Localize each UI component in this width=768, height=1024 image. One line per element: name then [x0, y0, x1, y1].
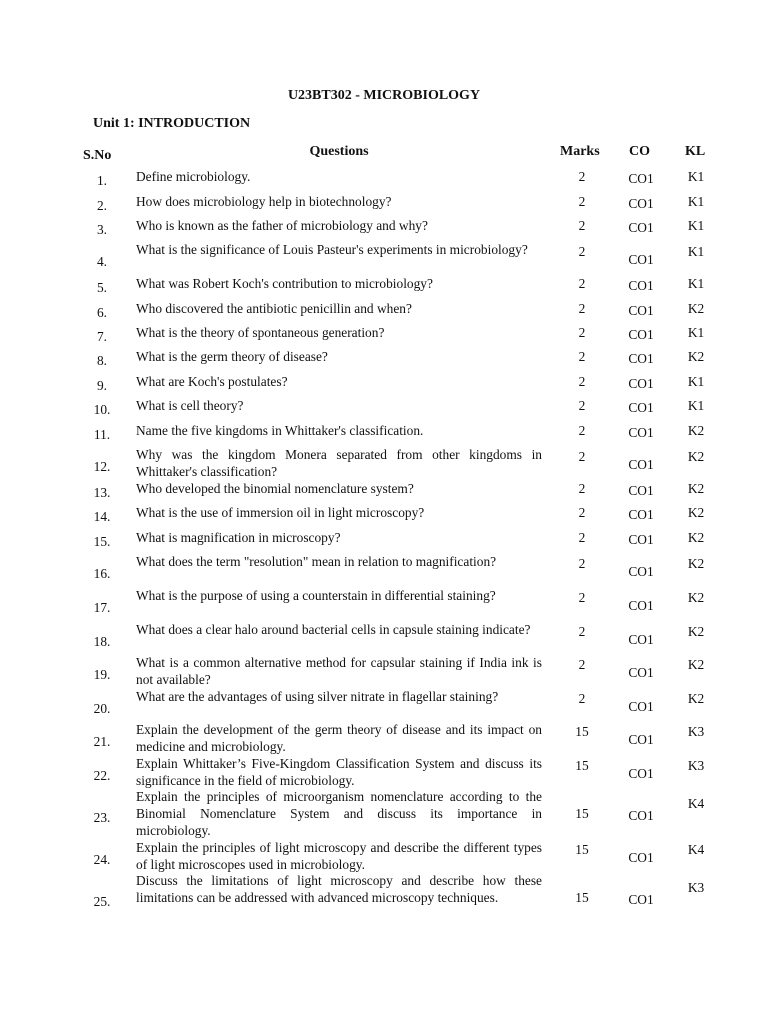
marks-value: 15: [575, 842, 589, 857]
marks-value: 2: [578, 657, 586, 672]
row-number: 10.: [93, 402, 111, 417]
row-number: 11.: [93, 427, 111, 442]
co-value: CO1: [628, 699, 654, 714]
marks-value: 2: [578, 169, 586, 184]
marks-value: 15: [575, 758, 589, 773]
marks-value: 2: [578, 423, 586, 438]
question-text: What does a clear halo around bacterial cells in capsule staining indicate?: [136, 622, 531, 637]
question-text: Why was the kingdom Monera separated from other kingdoms in Whittaker's classification?: [136, 447, 542, 479]
marks-value: 2: [578, 691, 586, 706]
co-value: CO1: [628, 483, 654, 498]
question-text: Explain the development of the germ theory of disease and its impact on medicine and microbiology.: [136, 722, 542, 754]
kl-value: K1: [687, 244, 705, 259]
kl-value: K1: [687, 398, 705, 413]
question-text: What is the use of immersion oil in light microscopy?: [136, 505, 425, 520]
question-text: What was Robert Koch's contribution to microbiology?: [136, 276, 433, 291]
marks-value: 2: [578, 481, 586, 496]
row-number: 8.: [96, 353, 108, 368]
row-number: 20.: [93, 701, 111, 716]
question-text: What is the purpose of using a counterstain in differential staining?: [136, 588, 496, 603]
kl-value: K2: [687, 556, 705, 571]
row-number: 4.: [96, 254, 108, 269]
kl-value: K2: [687, 449, 705, 464]
co-value: CO1: [628, 850, 654, 865]
row-number: 16.: [93, 566, 111, 581]
marks-value: 2: [578, 325, 586, 340]
marks-value: 2: [578, 449, 586, 464]
kl-value: K4: [687, 842, 705, 857]
kl-value: K2: [687, 481, 705, 496]
question-text: Who is known as the father of microbiology and why?: [136, 218, 428, 233]
co-value: CO1: [628, 632, 654, 647]
marks-value: 2: [578, 374, 586, 389]
header-sno: S.No: [83, 148, 112, 163]
marks-value: 2: [578, 244, 586, 259]
co-value: CO1: [628, 892, 654, 907]
question-text: Explain the principles of microorganism nomenclature according to the Binomial Nomenclature System and discuss its importance in microbiology.: [136, 789, 542, 838]
row-number: 5.: [96, 280, 108, 295]
row-number: 25.: [93, 894, 111, 909]
kl-value: K1: [687, 374, 705, 389]
question-text: What is cell theory?: [136, 398, 244, 413]
row-number: 23.: [93, 810, 111, 825]
co-value: CO1: [628, 532, 654, 547]
row-number: 19.: [93, 667, 111, 682]
marks-value: 2: [578, 556, 586, 571]
kl-value: K1: [687, 276, 705, 291]
row-number: 13.: [93, 485, 111, 500]
header-questions: Questions: [309, 144, 369, 159]
question-text: What is the significance of Louis Pasteur's experiments in microbiology?: [136, 242, 528, 257]
kl-value: K4: [687, 796, 705, 811]
question-text: What is magnification in microscopy?: [136, 530, 341, 545]
row-number: 2.: [96, 198, 108, 213]
row-number: 9.: [96, 378, 108, 393]
co-value: CO1: [628, 732, 654, 747]
co-value: CO1: [628, 252, 654, 267]
kl-value: K3: [687, 758, 705, 773]
row-number: 21.: [93, 734, 111, 749]
marks-value: 2: [578, 194, 586, 209]
kl-value: K2: [687, 301, 705, 316]
co-value: CO1: [628, 327, 654, 342]
marks-value: 15: [575, 806, 589, 821]
row-number: 3.: [96, 222, 108, 237]
marks-value: 2: [578, 398, 586, 413]
co-value: CO1: [628, 808, 654, 823]
question-text: Explain the principles of light microscopy and describe the different types of light microscopes used in microbiology.: [136, 840, 542, 872]
marks-value: 2: [578, 218, 586, 233]
kl-value: K1: [687, 194, 705, 209]
question-text: Who developed the binomial nomenclature system?: [136, 481, 414, 496]
marks-value: 2: [578, 349, 586, 364]
kl-value: K2: [687, 423, 705, 438]
row-number: 1.: [96, 173, 108, 188]
kl-value: K1: [687, 218, 705, 233]
marks-value: 2: [578, 624, 586, 639]
co-value: CO1: [628, 425, 654, 440]
kl-value: K2: [687, 624, 705, 639]
row-number: 15.: [93, 534, 111, 549]
co-value: CO1: [628, 171, 654, 186]
co-value: CO1: [628, 507, 654, 522]
co-value: CO1: [628, 400, 654, 415]
question-text: What is the germ theory of disease?: [136, 349, 328, 364]
header-co: CO: [629, 144, 650, 159]
co-value: CO1: [628, 564, 654, 579]
kl-value: K2: [687, 657, 705, 672]
row-number: 18.: [93, 634, 111, 649]
row-number: 24.: [93, 852, 111, 867]
marks-value: 2: [578, 276, 586, 291]
question-text: What are the advantages of using silver nitrate in flagellar staining?: [136, 689, 499, 704]
kl-value: K2: [687, 590, 705, 605]
co-value: CO1: [628, 278, 654, 293]
unit-heading: Unit 1: INTRODUCTION: [93, 116, 251, 131]
kl-value: K3: [687, 880, 705, 895]
co-value: CO1: [628, 376, 654, 391]
marks-value: 2: [578, 301, 586, 316]
question-text: What does the term "resolution" mean in relation to magnification?: [136, 554, 497, 569]
marks-value: 2: [578, 590, 586, 605]
co-value: CO1: [628, 598, 654, 613]
row-number: 7.: [96, 329, 108, 344]
question-text: Define microbiology.: [136, 169, 251, 184]
marks-value: 2: [578, 505, 586, 520]
co-value: CO1: [628, 196, 654, 211]
row-number: 12.: [93, 459, 111, 474]
marks-value: 15: [575, 724, 589, 739]
kl-value: K2: [687, 505, 705, 520]
marks-value: 15: [575, 890, 589, 905]
question-text: Explain Whittaker’s Five-Kingdom Classification System and discuss its significance in the field of microbiology.: [136, 756, 542, 788]
kl-value: K2: [687, 530, 705, 545]
header-marks: Marks: [560, 144, 600, 159]
kl-value: K1: [687, 169, 705, 184]
row-number: 14.: [93, 509, 111, 524]
co-value: CO1: [628, 665, 654, 680]
row-number: 17.: [93, 600, 111, 615]
question-text: Who discovered the antibiotic penicillin and when?: [136, 301, 412, 316]
question-text: What is a common alternative method for capsular staining if India ink is not available?: [136, 655, 542, 687]
row-number: 6.: [96, 305, 108, 320]
question-text: What are Koch's postulates?: [136, 374, 288, 389]
header-kl: KL: [685, 144, 706, 159]
question-text: Name the five kingdoms in Whittaker's classification.: [136, 423, 424, 438]
row-number: 22.: [93, 768, 111, 783]
question-text: Discuss the limitations of light microscopy and describe how these limitations can be addressed with advanced microscopy techniques.: [136, 873, 542, 905]
kl-value: K1: [687, 325, 705, 340]
question-text: How does microbiology help in biotechnology?: [136, 194, 392, 209]
co-value: CO1: [628, 220, 654, 235]
co-value: CO1: [628, 303, 654, 318]
marks-value: 2: [578, 530, 586, 545]
co-value: CO1: [628, 351, 654, 366]
question-text: What is the theory of spontaneous generation?: [136, 325, 385, 340]
kl-value: K3: [687, 724, 705, 739]
document-title: U23BT302 - MICROBIOLOGY: [287, 88, 481, 103]
kl-value: K2: [687, 349, 705, 364]
co-value: CO1: [628, 457, 654, 472]
kl-value: K2: [687, 691, 705, 706]
co-value: CO1: [628, 766, 654, 781]
